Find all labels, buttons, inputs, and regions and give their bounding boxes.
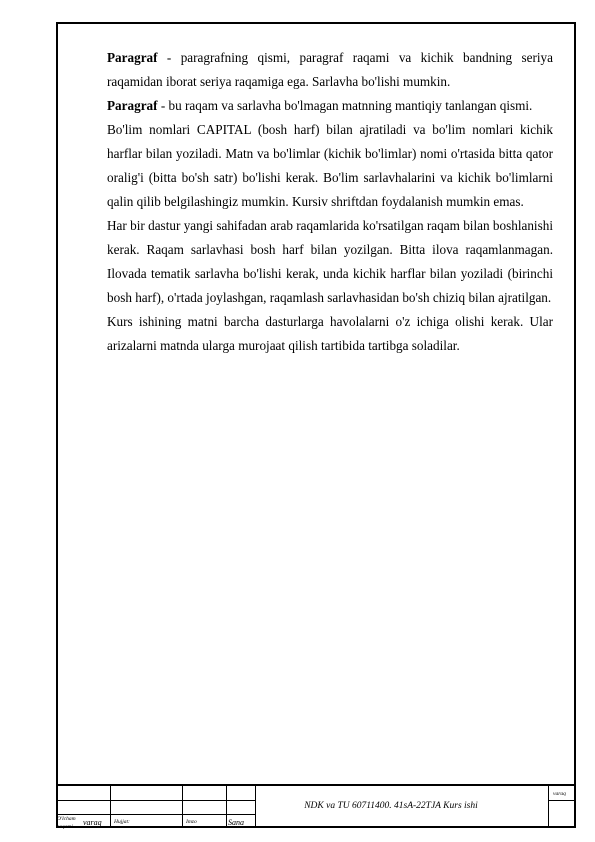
- paragraph-text: - bu raqam va sarlavha bo'lmagan matnning mantiqiy tanlangan qismi.: [157, 98, 533, 113]
- stamp-divider: [110, 786, 111, 828]
- paragraph-text: Kurs ishining matni barcha dasturlarga havolalarni o'z ichiga olishi kerak. Ular arizalarni matnda ularga murojaat qilish tartibida tartibga soladilar.: [107, 314, 553, 353]
- term-bold: Paragraf: [107, 98, 158, 113]
- stamp-divider: [226, 786, 227, 828]
- stamp-varaq-right: varaq: [553, 791, 566, 797]
- stamp-row-line: [548, 800, 576, 801]
- paragraph-1: [107, 46, 553, 94]
- stamp-row-line: [56, 800, 255, 801]
- stamp-number: raqami: [57, 824, 73, 830]
- stamp-divider: [548, 786, 549, 828]
- paragraph-3: [107, 118, 553, 214]
- stamp-sana: Sana: [228, 818, 244, 827]
- stamp-hujjat: Hujjat:: [114, 819, 130, 825]
- stamp-row-line: [56, 814, 255, 815]
- document-code: NDK va TU 60711400. 41sA-22TJA Kurs ishi: [304, 801, 478, 811]
- paragraph-text: Bo'lim nomlari CAPITAL (bosh harf) bilan ajratiladi va bo'lim nomlari kichik harflar bilan yoziladi. Matn va bo'limlar (kichik bo'limlar) nomi o'rtasida bitta qator oralig'i (bitta bo'sh satr) bo'lishi kerak. Bo'lim sarlavhalarini va kichik bo'limlarni qalin qilib belgilashingiz mumkin. Kursiv shriftdan foydalanish mumkin emas.: [107, 122, 553, 209]
- paragraph-2: [107, 94, 553, 118]
- term-bold: Paragraf: [107, 50, 158, 65]
- stamp-divider: [182, 786, 183, 828]
- stamp-ozgarish: O'lcham: [57, 816, 76, 822]
- title-block: [56, 784, 576, 828]
- paragraph-text: - paragrafning qismi, paragraf raqami va kichik bandning seriya raqamidan iborat seriya raqamiga ega. Sarlavha bo'lishi mumkin.: [107, 50, 553, 89]
- body-text: [107, 46, 553, 358]
- stamp-varaq: varaq: [83, 818, 102, 827]
- paragraph-text: Har bir dastur yangi sahifadan arab raqamlarida ko'rsatilgan raqam bilan boshlanishi kerak. Raqam sarlavhasi bosh harf bilan yozilgan. Bitta ilova raqamlanmagan. Ilovada tematik sarlavha bo'lishi kerak, unda kichik harflar bilan yoziladi (birinchi bosh harf), o'rtada joylashgan, raqamlash sarlavhasidan bo'sh chiziq bilan ajratilgan.: [107, 218, 553, 305]
- stamp-imzo: Imzo: [186, 819, 197, 825]
- paragraph-4: [107, 214, 553, 310]
- paragraph-5: [107, 310, 553, 358]
